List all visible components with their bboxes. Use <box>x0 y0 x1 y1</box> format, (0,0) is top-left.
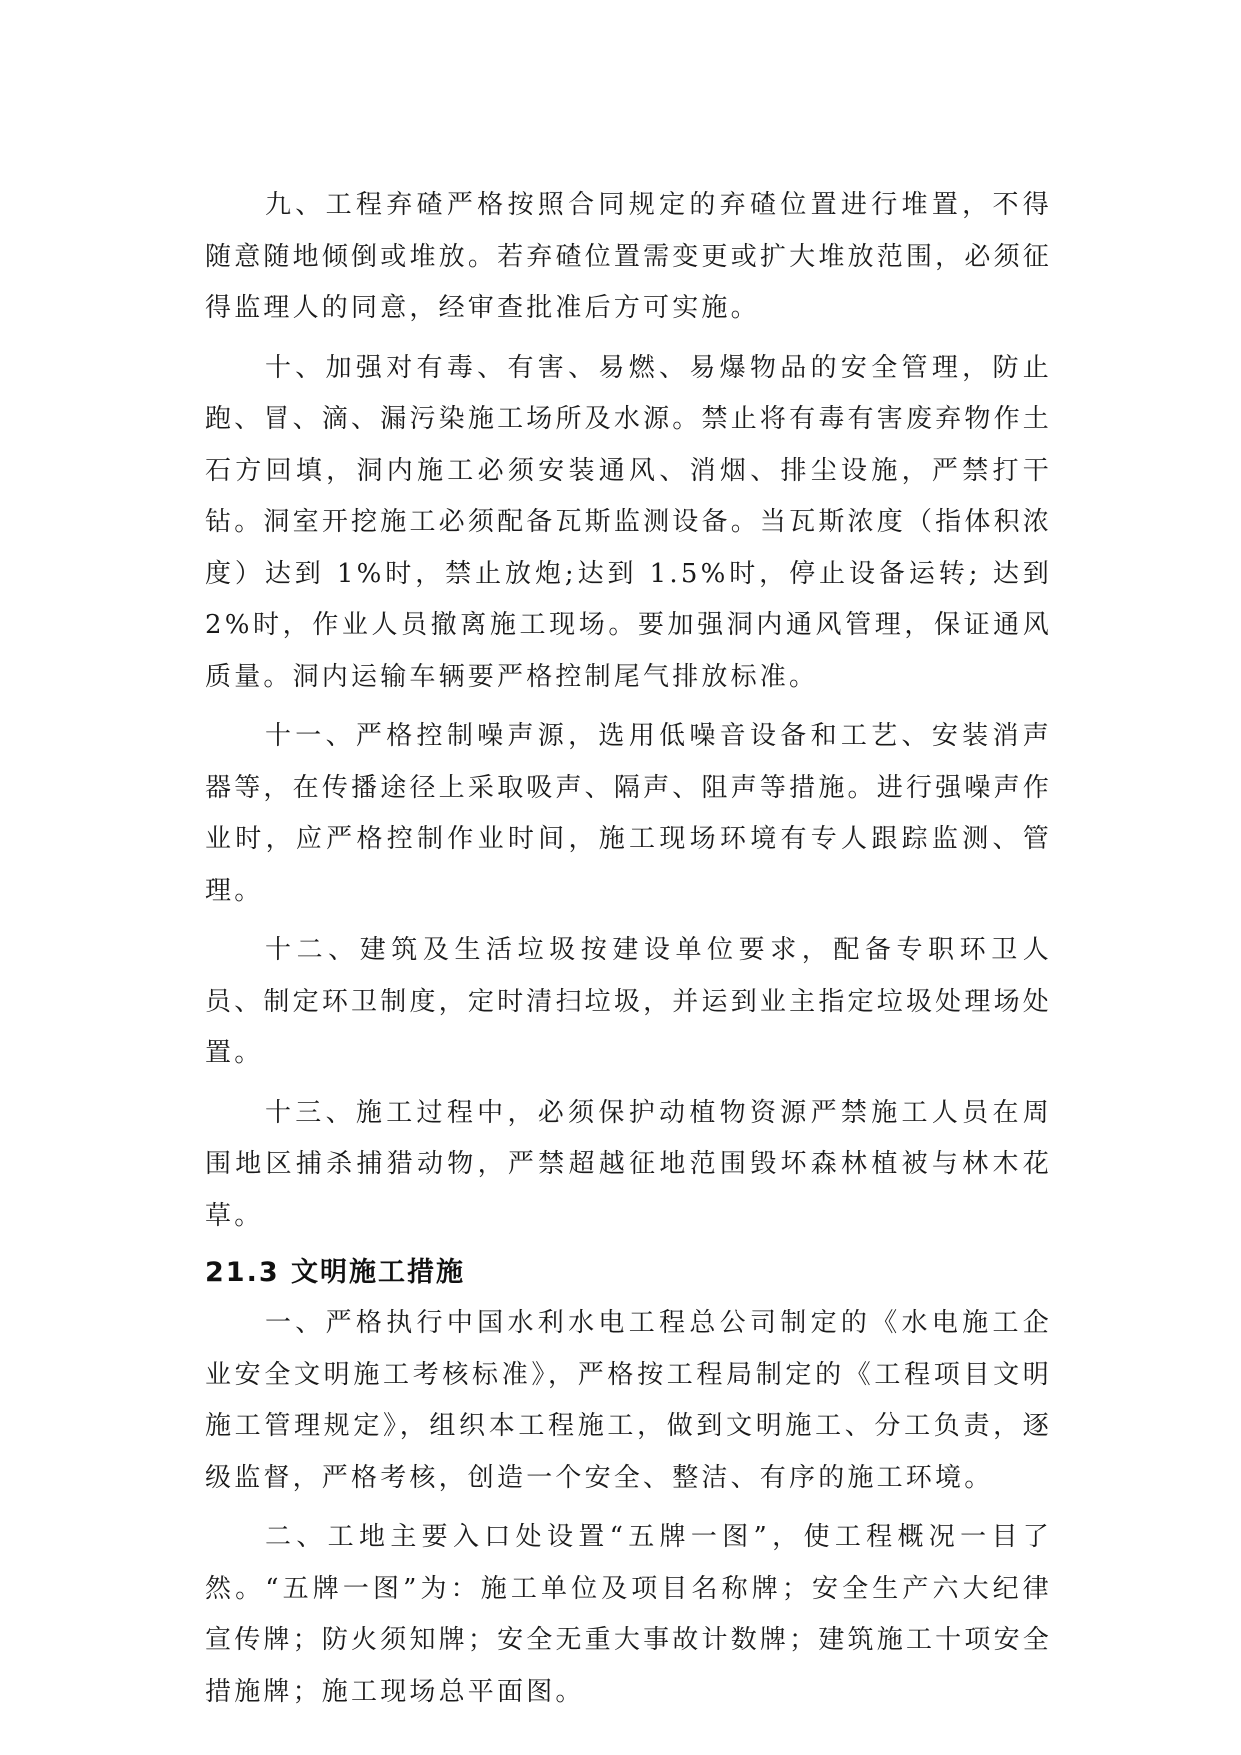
paragraph-item-2: 二、工地主要入口处设置“五牌一图”，使工程概况一目了然。“五牌一图”为：施工单位及项目名称牌；安全生产六大纪律宣传牌；防火须知牌；安全无重大事故计数牌；建筑施工十项安全措施牌；施工现场总平面图。 <box>205 1522 1052 1707</box>
paragraph-item-10: 十、加强对有毒、有害、易燃、易爆物品的安全管理，防止跑、冒、滴、漏污染施工场所及水源。禁止将有毒有害废弃物作土石方回填，洞内施工必须安装通风、消烟、排尘设施，严禁打干钻。洞室开挖施工必须配备瓦斯监测设备。当瓦斯浓度（指体积浓度）达到 1%时，禁止放炮;达到 1.5%时，停止设备运转; 达到 2%时，作业人员撤离施工现场。要加强洞内通风管理，保证通风质量。洞内运输车辆要严格控制尾气排放标准。 <box>205 352 1052 692</box>
section-heading: 21.3 文明施工措施 <box>205 1257 466 1288</box>
paragraph-item-1: 一、严格执行中国水利水电工程总公司制定的《水电施工企业安全文明施工考核标准》，严格按工程局制定的《工程项目文明施工管理规定》，组织本工程施工，做到文明施工、分工负责，逐级监督，严格考核，创造一个安全、整洁、有序的施工环境。 <box>205 1308 1052 1493</box>
paragraph-item-11: 十一、严格控制噪声源，选用低噪音设备和工艺、安装消声器等，在传播途径上采取吸声、隔声、阻声等措施。进行强噪声作业时，应严格控制作业时间，施工现场环境有专人跟踪监测、管理。 <box>205 721 1052 906</box>
paragraph-item-9: 九、工程弃碴严格按照合同规定的弃碴位置进行堆置，不得随意随地倾倒或堆放。若弃碴位置需变更或扩大堆放范围，必须征得监理人的同意，经审查批准后方可实施。 <box>205 190 1052 323</box>
paragraph-item-12: 十二、建筑及生活垃圾按建设单位要求，配备专职环卫人员、制定环卫制度，定时清扫垃圾，并运到业主指定垃圾处理场处置。 <box>205 935 1052 1068</box>
paragraph-item-13: 十三、施工过程中，必须保护动植物资源严禁施工人员在周围地区捕杀捕猎动物，严禁超越征地范围毁坏森林植被与林木花草。 <box>205 1097 1052 1231</box>
document-body <box>205 180 1052 1726</box>
